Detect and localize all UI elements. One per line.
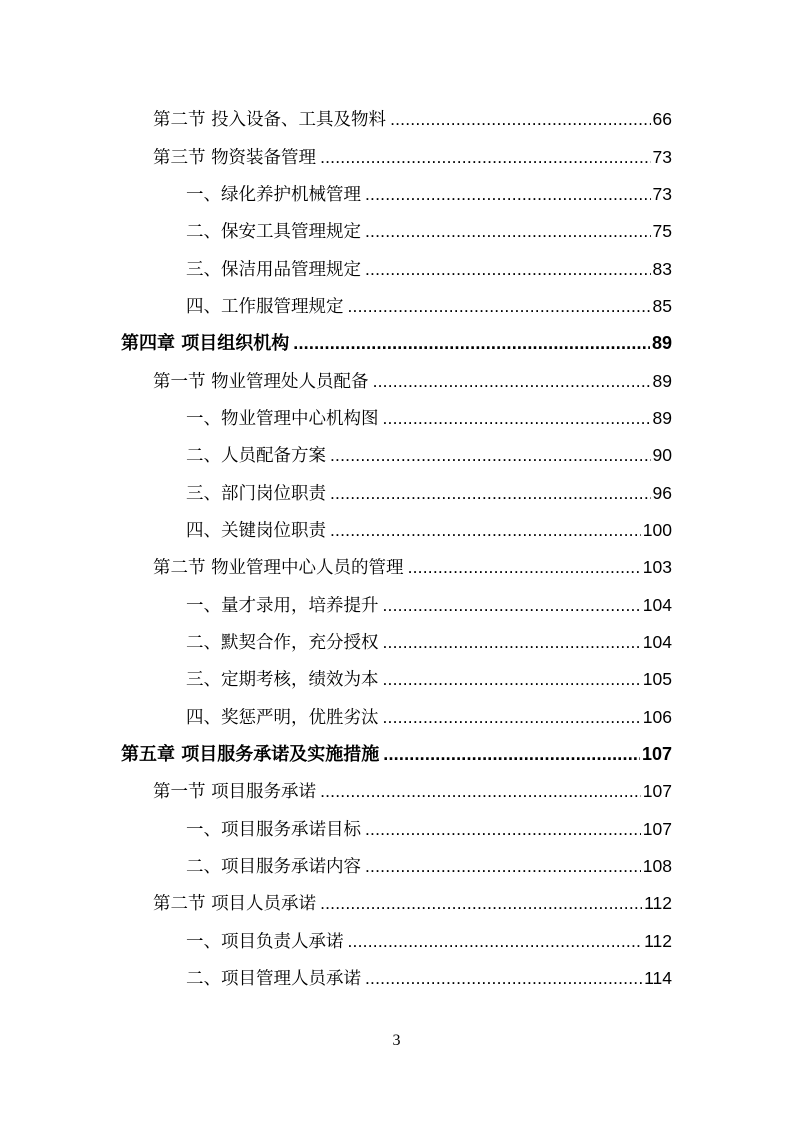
toc-leader-dots (383, 593, 641, 617)
toc-entry-label: 三、定期考核，绩效为本 (186, 670, 379, 690)
toc-leader-dots (365, 219, 651, 243)
toc-entry-page: 75 (652, 221, 672, 241)
toc-entry-label: 四、工作服管理规定 (186, 297, 344, 317)
toc-entry-page: 73 (652, 184, 672, 204)
toc-entry-label: 二、项目管理人员承诺 (186, 969, 361, 989)
toc-entry-page: 66 (652, 109, 672, 129)
toc-entry-label: 四、关键岗位职责 (186, 521, 326, 541)
toc-entry-label: 第一节 物业管理处人员配备 (153, 372, 369, 392)
toc-entry[interactable] (153, 891, 672, 915)
toc-entry[interactable] (186, 481, 672, 505)
toc-leader-dots (383, 630, 641, 654)
toc-entry-page: 73 (652, 147, 672, 167)
toc-entry-label: 二、保安工具管理规定 (186, 222, 361, 242)
toc-entry-page: 89 (652, 408, 672, 428)
toc-entry-page: 104 (642, 595, 672, 615)
toc-entry-page: 89 (651, 333, 672, 353)
toc-entry-label: 第一节 项目服务承诺 (153, 782, 317, 802)
toc-entry[interactable] (186, 593, 672, 617)
toc-leader-dots (365, 854, 641, 878)
toc-leader-dots (365, 257, 651, 281)
toc-entry-page: 83 (652, 259, 672, 279)
toc-entry-page: 85 (652, 296, 672, 316)
toc-entry-label: 二、默契合作，充分授权 (186, 633, 379, 653)
toc-entry-label: 一、绿化养护机械管理 (186, 185, 361, 205)
toc-leader-dots (348, 294, 651, 318)
toc-entry[interactable] (153, 369, 672, 393)
toc-entry-page: 107 (642, 781, 672, 801)
toc-entry-page: 105 (642, 669, 672, 689)
toc-entry[interactable] (186, 854, 672, 878)
toc-entry-label: 第四章 项目组织机构 (121, 333, 290, 354)
toc-entry-label: 第五章 项目服务承诺及实施措施 (121, 744, 380, 765)
toc-leader-dots (365, 966, 642, 990)
toc-entry-label: 一、物业管理中心机构图 (186, 409, 379, 429)
toc-leader-dots (383, 705, 641, 729)
toc-entry[interactable] (186, 294, 672, 318)
toc-entry[interactable] (186, 257, 672, 281)
toc-entry-page: 104 (642, 632, 672, 652)
toc-entry-page: 103 (642, 557, 672, 577)
toc-leader-dots (390, 107, 650, 131)
toc-entry[interactable] (186, 219, 672, 243)
toc-leader-dots (320, 891, 642, 915)
toc-entry[interactable] (186, 406, 672, 430)
toc-entry-page: 107 (641, 744, 672, 764)
toc-leader-dots (330, 443, 651, 467)
toc-entry-page: 114 (644, 968, 672, 988)
toc-entry-label: 二、人员配备方案 (186, 446, 326, 466)
toc-entry-page: 100 (642, 520, 672, 540)
toc-entry[interactable] (186, 929, 672, 953)
toc-entry-page: 90 (652, 445, 672, 465)
toc-leader-dots (365, 817, 641, 841)
toc-entry-page: 96 (652, 483, 672, 503)
toc-entry-page: 107 (642, 819, 672, 839)
toc-leader-dots (320, 779, 641, 803)
toc-chapter-entry[interactable] (121, 331, 672, 355)
page-number: 3 (392, 1032, 401, 1049)
toc-entry-page: 108 (642, 856, 672, 876)
toc-entry[interactable] (186, 518, 672, 542)
toc-entry-label: 一、项目负责人承诺 (186, 932, 344, 952)
toc-entry-label: 第二节 物业管理中心人员的管理 (153, 558, 404, 578)
toc-entry-page: 89 (652, 371, 672, 391)
toc-entry[interactable] (153, 779, 672, 803)
toc-entry[interactable] (186, 817, 672, 841)
toc-leader-dots (330, 518, 641, 542)
toc-leader-dots (320, 145, 650, 169)
toc-leader-dots (330, 481, 651, 505)
toc-entry-label: 二、项目服务承诺内容 (186, 857, 361, 877)
toc-entry[interactable] (186, 705, 672, 729)
toc-leader-dots (383, 406, 651, 430)
toc-entry[interactable] (186, 630, 672, 654)
toc-entry-label: 四、奖惩严明，优胜劣汰 (186, 708, 379, 728)
toc-entry-label: 三、保洁用品管理规定 (186, 260, 361, 280)
toc-entry[interactable] (153, 107, 672, 131)
toc-entry-label: 第二节 投入设备、工具及物料 (153, 110, 387, 130)
toc-entry-label: 第二节 项目人员承诺 (153, 894, 317, 914)
toc-entry-label: 一、项目服务承诺目标 (186, 820, 361, 840)
toc-entry-label: 一、量才录用，培养提升 (186, 596, 379, 616)
toc-leader-dots (365, 182, 651, 206)
toc-leader-dots (408, 555, 641, 579)
toc-entry-page: 112 (644, 931, 672, 951)
toc-leader-dots (348, 929, 643, 953)
toc-leader-dots (383, 742, 640, 766)
toc-entry-page: 112 (644, 893, 672, 913)
toc-entry-label: 第三节 物资装备管理 (153, 148, 317, 168)
toc-leader-dots (373, 369, 651, 393)
toc-entry[interactable] (153, 555, 672, 579)
toc-chapter-entry[interactable] (121, 742, 672, 766)
toc-leader-dots (293, 331, 650, 355)
toc-entry[interactable] (186, 182, 672, 206)
toc-entry-page: 106 (642, 707, 672, 727)
toc-leader-dots (383, 667, 641, 691)
toc-entry[interactable] (186, 667, 672, 691)
toc-entry[interactable] (153, 145, 672, 169)
toc-entry[interactable] (186, 443, 672, 467)
toc-entry[interactable] (186, 966, 672, 990)
toc-entry-label: 三、部门岗位职责 (186, 484, 326, 504)
